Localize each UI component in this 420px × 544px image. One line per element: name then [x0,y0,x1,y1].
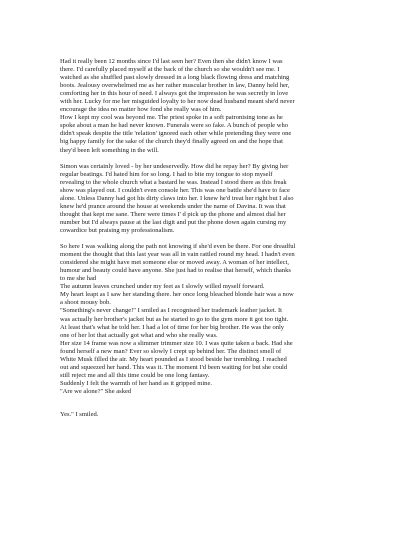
text-line: Her size 14 frame was now a slimmer trimmer size 10. I was quite taken a back. Had she [60,339,293,347]
text-line: Suddenly I felt the warmth of her hand as it gripped mine. [60,379,212,387]
paragraph-closing [60,411,366,419]
text-line: So here I was walking along the path not knowing if she'd even be there. For one dreadful [60,243,296,251]
paragraph-spacer [60,235,366,243]
text-line: encourage the idea no matter how fond she really was of him. [60,106,222,114]
text-line: Had it really been 12 months since I'd last seen her? Even then she didn't know I was [60,58,283,65]
text-line: knew he'd prance around the house at weekends under the name of Davina. It was that [60,202,286,210]
paragraph-meeting [60,243,366,396]
text-line: considered she might have met someone else or moved away. A woman of her intellect, [60,259,290,267]
text-line: show was played out. I couldn't even console her. This was one battle she'd have to face [60,186,290,194]
paragraph-spacer [60,155,366,163]
text-line: one of her lot that actually got what and who she really was. [60,331,218,339]
text-line: moment the thought that this last year was all in vain rattled round my head. I hadn't even [60,251,295,259]
text-line: "Are we alone?" She asked [60,387,132,395]
text-line: cowardice but praising my professionalism. [60,226,175,234]
text-line: Yes." I smiled. [60,410,99,418]
text-line: regular beatings. I'd hated him for so long. I had to bite my tongue to stop myself [60,170,273,178]
text-line: watched as she shuffled past slowly dressed in a long black flowing dress and matching [60,74,290,82]
text-line: Simon was certainly loved - by her undeservedly. How did he repay her? By giving her [60,162,289,170]
text-line: out and squeezed her hand. This was it. The moment I'd been waiting for but she could [60,363,288,371]
text-line: revealing to the whole church what a bastard he was. Instead I stood there as this freak [60,178,287,186]
text-line: comforting her in this hour of need. I always got the impression he was secretly in love [60,90,289,98]
text-line: a shoot mousy bob. [60,299,111,307]
text-line: still reject me and all this time could be one long fantasy. [60,371,210,379]
text-line: thought that kept me sane. There were times I' d pick up the phone and almost dial her [60,210,286,218]
text-line: humour and beauty could have anyone. She just had to realise that herself, which thanks [60,267,291,275]
text-line: alone. Unless Danny had got his dirty claws into her. I knew he'd treat her right but I also [60,194,294,202]
text-line: big happy family for the sake of the church they'd finally agreed on and the hope that [60,138,283,146]
text-line: found herself a new man? Ever so slowly I crept up behind her. The distinct smell of [60,347,282,355]
text-line: to me she had [60,275,97,283]
document-body [60,58,366,419]
paragraph-simon [60,163,366,235]
text-line: How I kept my cool was beyond me. The priest spoke in a soft patronising tone as he [60,114,283,122]
text-line: there. I'd carefully placed myself at the back of the church so she wouldn't see me. I [60,66,280,74]
text-line: was actually her brother's jacket but as he started to go to the gym more it got too tight. [60,315,289,323]
text-line: boots. Jealousy overwhelmed me as her rather muscular brother in law, Danny held her, [60,82,290,90]
text-line: White Musk filled the air. My heart pounded as I stood beside her trembling. I reached [60,355,287,363]
text-line: My heart leapt as I saw her standing there. her once long bleached blonde hair was a now [60,291,294,299]
paragraph-funeral [60,58,366,155]
text-line: with her. Lucky for me her misguided loyalty to her now dead husband meant she'd never [60,98,295,106]
text-line: didn't speak despite the title 'relation' ignored each other while pretending they were one [60,130,292,138]
text-line: they'd been left something in the will. [60,146,159,154]
text-line: "Something's never change!" I smiled as I recognised her trademark leather jacket. It [60,307,282,315]
paragraph-spacer [60,396,366,411]
text-line: spoke about a man he had never known. Funerals were so fake. A bunch of people who [60,122,288,130]
text-line: number but I'd always pause at the last digit and put the phone down again cursing my [60,218,287,226]
text-line: The autumn leaves crunched under my feet as I slowly willed myself forward. [60,283,265,291]
text-line: At least that's what he told her. I had a lot of time for her big brother. He was the only [60,323,285,331]
